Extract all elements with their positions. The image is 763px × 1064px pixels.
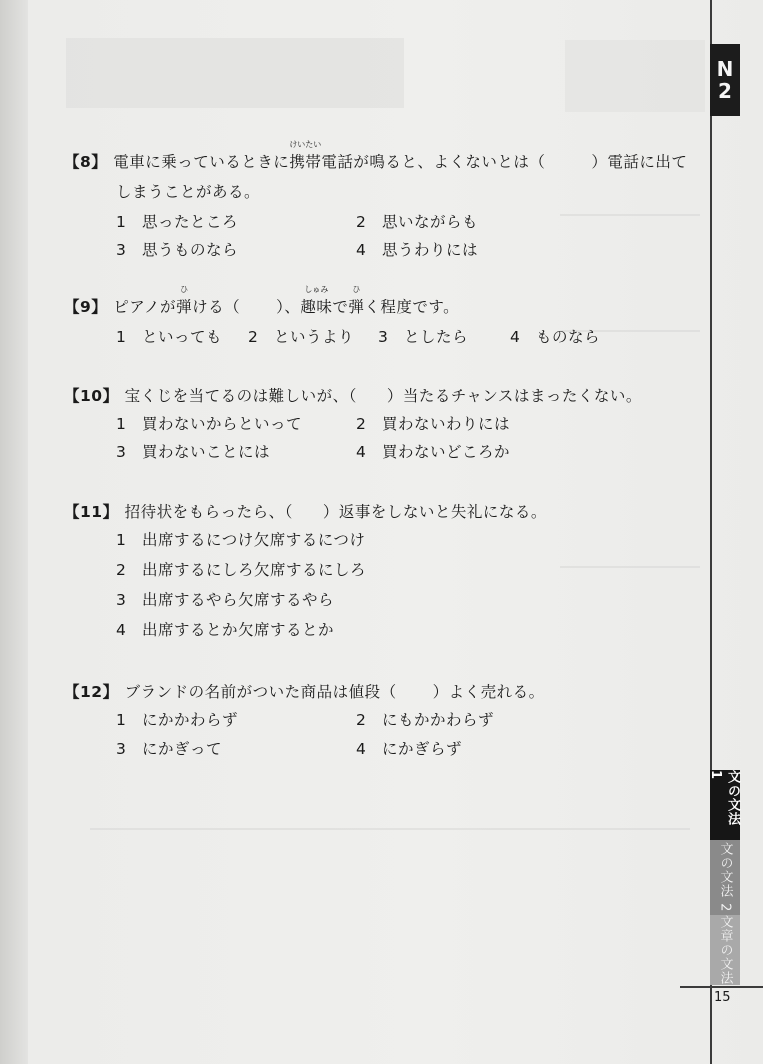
option-2 [248, 325, 354, 347]
option-number: 4 [356, 241, 367, 259]
section-tab: 文章の文法 [710, 915, 740, 985]
level-number: 2 [718, 79, 732, 103]
option-number: 1 [116, 415, 127, 433]
option-text: にもかかわらず [382, 711, 495, 729]
footer-rule [680, 986, 763, 988]
option-number: 4 [356, 740, 367, 758]
option-1 [116, 708, 238, 730]
ruby-base: 趣味 [300, 298, 333, 316]
option-2 [356, 412, 510, 434]
level-badge [710, 44, 740, 116]
option-number: 3 [378, 328, 389, 346]
option-number: 3 [116, 740, 127, 758]
question-text: 電話が鳴ると、よくないとは（ [321, 153, 546, 171]
section-tab: 文の文法 2 [710, 840, 740, 915]
ruby-reading: ひ [180, 285, 189, 294]
question-text-line2: しまうことがある。 [116, 183, 261, 201]
option-text: 思ったところ [142, 213, 239, 231]
option-4 [356, 238, 478, 260]
option-text: にかぎらず [382, 740, 463, 758]
question-11 [64, 500, 547, 522]
ruby-word [289, 140, 322, 172]
option-text: 出席するやら欠席するやら [142, 591, 335, 609]
option-4 [356, 737, 462, 759]
option-1 [116, 210, 238, 232]
option-number: 3 [116, 241, 127, 259]
option-4 [356, 440, 510, 462]
question-text: で [332, 298, 349, 316]
option-1 [116, 412, 302, 434]
option-3 [116, 737, 222, 759]
question-text: ）当たるチャンスはまったくない。 [386, 387, 642, 405]
bleed-through-line [560, 214, 700, 216]
ruby-word [348, 285, 365, 317]
option-text: としたら [404, 328, 469, 346]
option-text: 出席するにつけ欠席するにつけ [142, 531, 366, 549]
option-4 [510, 325, 600, 347]
question-8 [64, 140, 688, 172]
option-3 [116, 440, 270, 462]
option-number: 2 [356, 213, 367, 231]
question-text: ）返事をしないと失礼になる。 [322, 503, 547, 521]
question-10 [64, 384, 642, 406]
option-1 [116, 325, 222, 347]
option-text: 出席するとか欠席するとか [142, 621, 335, 639]
question-text: ブランドの名前がついた商品は値段（ [124, 683, 397, 701]
option-number: 4 [356, 443, 367, 461]
ruby-base: 弾 [176, 298, 193, 316]
option-number: 2 [116, 561, 127, 579]
book-spine-shadow [0, 0, 28, 1064]
ruby-reading: ひ [352, 285, 361, 294]
question-number: 【9】 [64, 298, 108, 316]
option-1 [116, 528, 365, 550]
option-text: 買わないからといって [142, 415, 303, 433]
ruby-base: 携帯 [289, 153, 322, 171]
question-number: 【11】 [64, 503, 119, 521]
option-text: ものなら [536, 328, 601, 346]
level-letter: N [716, 57, 734, 81]
question-text: 電車に乗っているときに [113, 153, 290, 171]
option-text: 買わないわりには [382, 415, 511, 433]
question-number: 【8】 [64, 153, 108, 171]
ruby-reading: けいたい [289, 140, 322, 149]
question-text: ける（ [192, 298, 241, 316]
question-text: 招待状をもらったら、（ [124, 503, 293, 521]
option-number: 1 [116, 213, 127, 231]
question-text: ）電話に出て [591, 153, 688, 171]
option-3 [378, 325, 468, 347]
option-text: 思うものなら [142, 241, 239, 259]
option-number: 1 [116, 328, 127, 346]
option-text: 出席するにしろ欠席するにしろ [142, 561, 367, 579]
question-text: ピアノが [113, 298, 177, 316]
option-number: 2 [356, 415, 367, 433]
option-text: 思いながらも [382, 213, 479, 231]
option-text: にかぎって [142, 740, 223, 758]
option-number: 4 [116, 621, 127, 639]
option-2 [356, 708, 494, 730]
option-text: 買わないどころか [382, 443, 511, 461]
option-number: 4 [510, 328, 521, 346]
question-number: 【10】 [64, 387, 119, 405]
page-number: 15 [714, 990, 731, 1005]
option-number: 3 [116, 591, 127, 609]
bleed-through-block [565, 40, 705, 112]
ruby-word [300, 285, 333, 317]
question-text: ）、 [276, 298, 301, 316]
question-text: 宝くじを当てるのは難しいが、（ [124, 387, 357, 405]
ruby-reading: しゅみ [304, 285, 329, 294]
option-text: 買わないことには [142, 443, 271, 461]
question-12 [64, 680, 545, 702]
ruby-word [176, 285, 193, 317]
option-number: 3 [116, 443, 127, 461]
option-text: にかかわらず [142, 711, 239, 729]
question-number: 【12】 [64, 683, 119, 701]
option-3 [116, 238, 238, 260]
option-text: というより [274, 328, 355, 346]
option-2 [356, 210, 478, 232]
option-2 [116, 558, 366, 580]
bleed-through-line [560, 566, 700, 568]
ruby-base: 弾 [348, 298, 365, 316]
option-text: 思うわりには [382, 241, 479, 259]
option-number: 2 [248, 328, 259, 346]
option-number: 1 [116, 711, 127, 729]
bleed-through-table [66, 38, 404, 108]
option-number: 1 [116, 531, 127, 549]
option-4 [116, 618, 334, 640]
option-number: 2 [356, 711, 367, 729]
question-9 [64, 285, 460, 317]
bleed-through-line [90, 828, 690, 830]
option-3 [116, 588, 334, 610]
question-text: ）よく売れる。 [432, 683, 545, 701]
section-tab-active: 文の文法 1 [710, 770, 740, 840]
option-text: といっても [142, 328, 223, 346]
question-text: く程度です。 [364, 298, 460, 316]
